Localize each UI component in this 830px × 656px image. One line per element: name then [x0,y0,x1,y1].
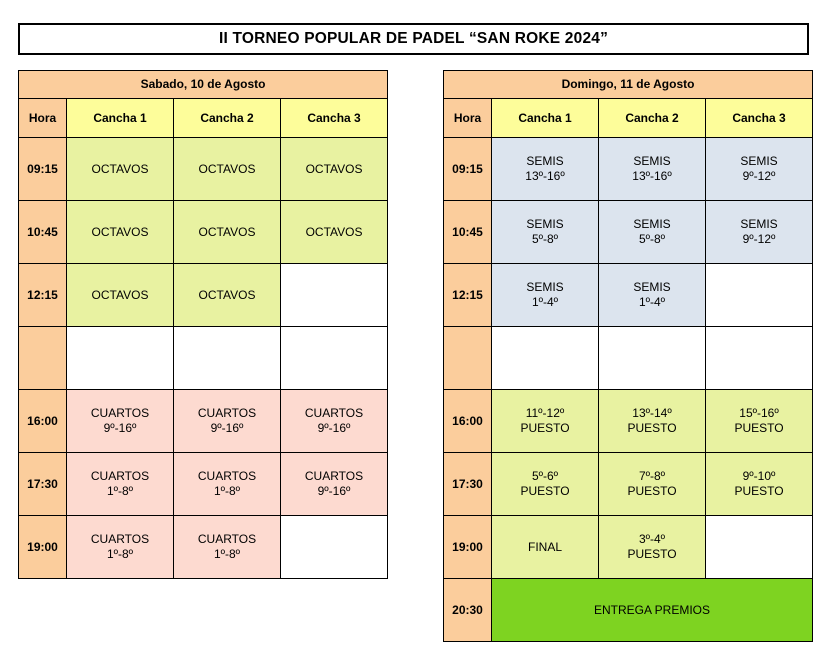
table-row [444,453,813,516]
time-cell [19,327,67,390]
time-cell: 09:15 [19,138,67,201]
column-header-hora: Hora [19,99,67,138]
match-cell: SEMIS 13º-16º [492,138,599,201]
match-cell: SEMIS 1º-4º [492,264,599,327]
match-cell: FINAL [492,516,599,579]
empty-cell [706,327,813,390]
time-cell: 17:30 [444,453,492,516]
time-cell: 19:00 [444,516,492,579]
table-row [19,327,388,390]
match-cell: 7º-8º PUESTO [599,453,706,516]
column-header-hora: Hora [444,99,492,138]
time-cell: 19:00 [19,516,67,579]
match-cell: OCTAVOS [174,264,281,327]
table-row [19,516,388,579]
saturday-day-header: Sabado, 10 de Agosto [19,71,388,99]
table-row [444,390,813,453]
match-cell: CUARTOS 9º-16º [174,390,281,453]
time-cell: 16:00 [19,390,67,453]
empty-cell [599,327,706,390]
match-cell: OCTAVOS [174,138,281,201]
empty-cell [492,327,599,390]
match-cell: SEMIS 5º-8º [492,201,599,264]
time-cell [444,327,492,390]
match-cell: 5º-6º PUESTO [492,453,599,516]
table-row [19,390,388,453]
column-header-cancha-2: Cancha 2 [174,99,281,138]
match-cell: SEMIS 13º-16º [599,138,706,201]
empty-cell [706,516,813,579]
time-cell: 10:45 [19,201,67,264]
match-cell: CUARTOS 1º-8º [67,516,174,579]
match-cell: OCTAVOS [67,201,174,264]
match-cell: CUARTOS 1º-8º [174,453,281,516]
time-cell: 12:15 [444,264,492,327]
match-cell: SEMIS 9º-12º [706,138,813,201]
match-cell: 11º-12º PUESTO [492,390,599,453]
table-row [444,579,813,642]
match-cell: OCTAVOS [67,264,174,327]
match-cell: 15º-16º PUESTO [706,390,813,453]
match-cell: 9º-10º PUESTO [706,453,813,516]
table-row [19,264,388,327]
sunday-day-header: Domingo, 11 de Agosto [444,71,813,99]
match-cell: CUARTOS 9º-16º [67,390,174,453]
match-cell: 13º-14º PUESTO [599,390,706,453]
table-row [19,453,388,516]
match-cell: CUARTOS 9º-16º [281,390,388,453]
match-cell: SEMIS 9º-12º [706,201,813,264]
empty-cell [281,516,388,579]
table-row [19,138,388,201]
match-cell: CUARTOS 9º-16º [281,453,388,516]
time-cell: 12:15 [19,264,67,327]
empty-cell [706,264,813,327]
match-cell: OCTAVOS [281,201,388,264]
page-title: II TORNEO POPULAR DE PADEL “SAN ROKE 2024” [18,23,809,55]
empty-cell [174,327,281,390]
table-row [444,264,813,327]
table-row [19,201,388,264]
time-cell: 16:00 [444,390,492,453]
time-cell: 10:45 [444,201,492,264]
awards-ceremony-cell: ENTREGA PREMIOS [492,579,813,642]
empty-cell [67,327,174,390]
match-cell: CUARTOS 1º-8º [174,516,281,579]
match-cell: 3º-4º PUESTO [599,516,706,579]
empty-cell [281,264,388,327]
sunday-schedule-table [443,70,813,642]
time-cell: 09:15 [444,138,492,201]
column-header-cancha-2: Cancha 2 [599,99,706,138]
match-cell: SEMIS 1º-4º [599,264,706,327]
match-cell: OCTAVOS [67,138,174,201]
column-header-cancha-1: Cancha 1 [492,99,599,138]
match-cell: OCTAVOS [174,201,281,264]
table-row [444,516,813,579]
column-header-cancha-3: Cancha 3 [706,99,813,138]
table-row [444,327,813,390]
column-header-cancha-3: Cancha 3 [281,99,388,138]
saturday-schedule-table [18,70,388,579]
match-cell: CUARTOS 1º-8º [67,453,174,516]
column-header-cancha-1: Cancha 1 [67,99,174,138]
empty-cell [281,327,388,390]
table-row [444,201,813,264]
match-cell: SEMIS 5º-8º [599,201,706,264]
table-row [444,138,813,201]
time-cell: 17:30 [19,453,67,516]
match-cell: OCTAVOS [281,138,388,201]
time-cell: 20:30 [444,579,492,642]
